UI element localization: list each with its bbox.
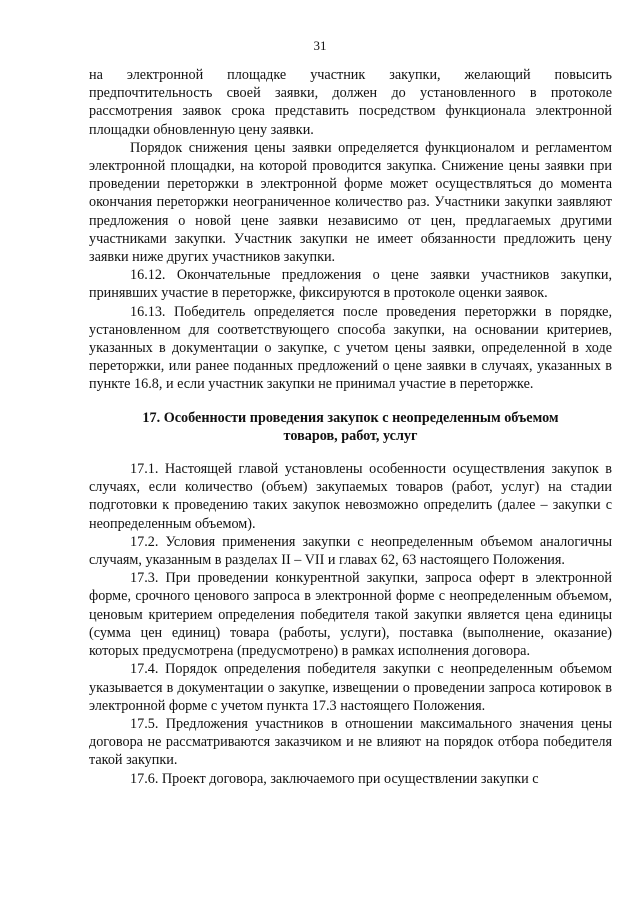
section-heading-line-2: товаров, работ, услуг — [283, 427, 418, 444]
paragraph-17-1: 17.1. Настоящей главой установлены особенности осуществления закупок в случаях, если количество (объем) закупаемых товаров (работ, услуг) на стадии подготовки к проведению таких закупок невозможно определить (далее – закупки с неопределенным объемом). — [89, 461, 612, 532]
paragraph-17-3: 17.3. При проведении конкурентной закупки, запроса оферт в электронной форме, срочного ценового запроса в электронной форме с неопределенным объемом, ценовым критерием определения победителя такой закупки является цена единицы (сумма цен единиц) товара (работы, услуги), поставка (выполнение, оказание) которых предусмотрена (предусмотрено) в рамках исполнения договора. — [89, 570, 612, 660]
paragraph-16-13: 16.13. Победитель определяется после проведения переторжки в порядке, установленном для соответствующего способа закупки, на основании критериев, указанных в документации о закупке, с учетом цены заявки, определенной в ходе переторжки, или ранее поданных предложений о цене заявки в случаях, указанных в пункте 16.8, и если участник закупки не принимал участие в переторжке. — [89, 303, 612, 393]
paragraph-17-4: 17.4. Порядок определения победителя закупки с неопределенным объемом указывается в документации о закупке, извещении о проведении запроса котировок в электронной форме с учетом пункта 17.3 настоящего Положения. — [89, 661, 612, 714]
paragraph-16-12: 16.12. Окончательные предложения о цене заявки участников закупки, принявших участие в переторжке, фиксируются в протоколе оценки заявок. — [89, 267, 612, 302]
page-number: 31 — [313, 38, 327, 53]
section-heading-line-1: 17. Особенности проведения закупок с неопределенным объемом — [142, 409, 559, 426]
paragraph-17-2: 17.2. Условия применения закупки с неопределенным объемом аналогичны случаям, указанным в разделах II – VII и главах 62, 63 настоящего Положения. — [89, 533, 612, 569]
paragraph-continuation: на электронной площадке участник закупки, желающий повысить предпочтительность своей заявки, должен до установленного в протоколе рассмотрения заявок срока представить посредством функционала электронной площадки обновленную цену заявки. — [89, 67, 612, 138]
paragraph-17-6: 17.6. Проект договора, заключаемого при осуществлении закупки с — [130, 770, 539, 787]
paragraph-price-reduction: Порядок снижения цены заявки определяется функционалом и регламентом электронной площадки, на которой проводится закупка. Снижение цены заявки при проведении переторжки в электронной форме может осуществляться до момента окончания переторжки неограниченное количество раз. Участники закупки заявляют предложения о новой цене заявки независимо от цен, предлагаемых другими участниками закупки. Участник закупки не имеет обязанности предложить цену заявки ниже других участников закупки. — [89, 139, 612, 266]
document-body — [89, 66, 612, 788]
paragraph-17-5: 17.5. Предложения участников в отношении максимального значения цены договора не рассматриваются заказчиком и не влияют на порядок отбора победителя такой закупки. — [89, 715, 612, 769]
section-heading — [89, 409, 612, 445]
